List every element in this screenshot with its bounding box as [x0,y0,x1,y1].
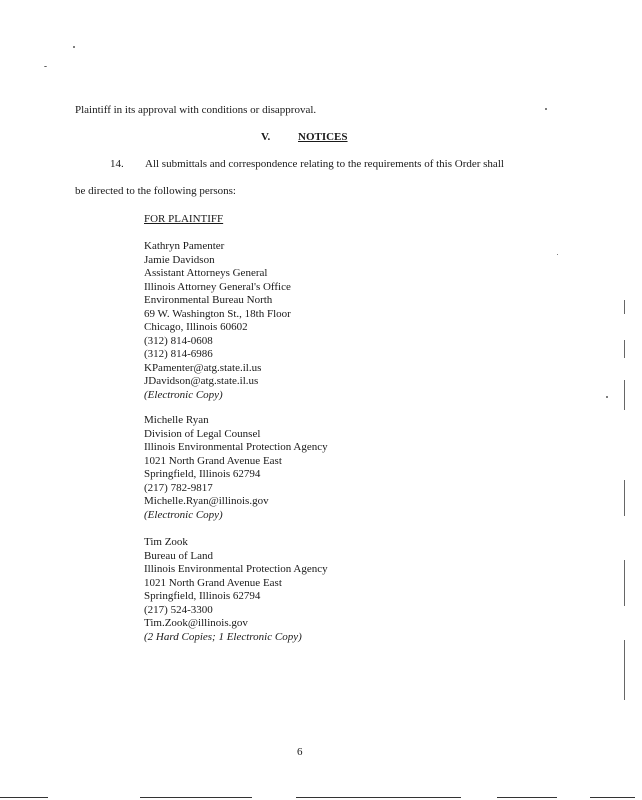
contact-line: Division of Legal Counsel [144,427,261,440]
scan-edge-mark [624,380,625,410]
contact-line: Jamie Davidson [144,253,215,266]
contact-block [144,240,291,402]
contact-line: Springfield, Illinois 62794 [144,590,261,602]
scan-speck [545,108,547,110]
contact-line: (312) 814-6986 [144,348,213,360]
scan-edge-mark [624,560,625,606]
contact-line: (217) 524-3300 [144,603,213,616]
scan-edge-mark [624,640,625,700]
contact-line: Chicago, Illinois 60602 [144,321,248,333]
paragraph-number: 14. [110,158,124,170]
scan-edge-mark [624,480,625,516]
contact-line: Environmental Bureau North [144,294,273,306]
bottom-scan-rule [0,797,48,798]
paragraph-line-2: be directed to the following persons: [75,185,236,197]
scan-speck [606,396,608,398]
bottom-scan-rule [590,797,635,798]
contact-line: 1021 North Grand Avenue East [144,576,282,589]
for-plaintiff-heading: FOR PLAINTIFF [144,213,224,225]
contact-line: Tim.Zook@illinois.gov [144,617,248,629]
contact-line: (217) 782-9817 [144,481,213,494]
paragraph-line-1: All submittals and correspondence relating to the requirements of this Order shall [145,158,504,170]
copy-note: (Electronic Copy) [144,388,223,401]
contact-line: Michelle.Ryan@illinois.gov [144,495,269,507]
contact-line: 69 W. Washington St., 18th Floor [144,307,291,320]
scan-speck [557,254,558,255]
contact-line: Bureau of Land [144,549,214,562]
contact-line: (312) 814-0608 [144,334,213,347]
copy-note: (2 Hard Copies; 1 Electronic Copy) [144,630,302,643]
bottom-scan-rule [497,797,557,798]
contact-line: Kathryn Pamenter [144,240,225,252]
bottom-scan-rule [296,797,461,798]
contact-line: Springfield, Illinois 62794 [144,468,261,480]
contact-block [144,536,328,644]
scan-edge-mark [624,340,625,358]
section-title: NOTICES [298,131,348,143]
scan-speck [44,66,47,67]
copy-note: (Electronic Copy) [144,508,223,521]
contact-line: Michelle Ryan [144,414,209,426]
intro-line: Plaintiff in its approval with conditions or disapproval. [75,104,317,116]
scan-edge-mark [624,300,625,314]
contact-line: Illinois Environmental Protection Agency [144,441,328,453]
section-number: V. [261,131,271,143]
contact-line: JDavidson@atg.state.il.us [144,375,259,387]
contact-line: Illinois Environmental Protection Agency [144,563,328,575]
contact-line: Tim Zook [144,536,188,548]
scan-speck [73,46,75,48]
contact-line: Assistant Attorneys General [144,267,268,279]
contact-line: Illinois Attorney General's Office [144,280,291,293]
contact-line: 1021 North Grand Avenue East [144,454,282,467]
contact-block [144,414,328,522]
page-number: 6 [297,746,303,758]
bottom-scan-rule [140,797,252,798]
contact-line: KPamenter@atg.state.il.us [144,361,262,374]
